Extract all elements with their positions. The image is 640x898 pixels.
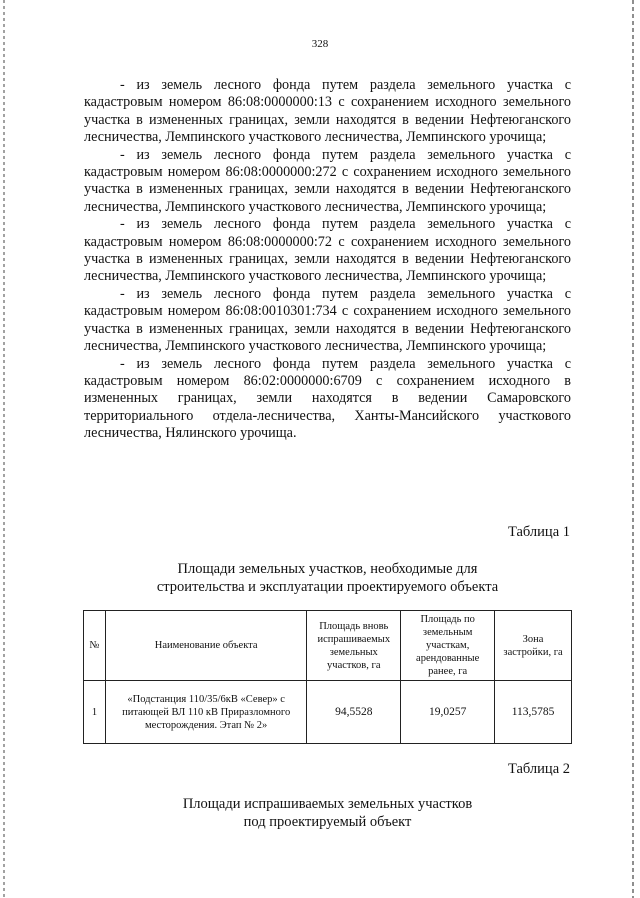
scan-edge-right	[632, 0, 634, 898]
land-area-table	[83, 610, 572, 744]
scan-edge-left	[3, 0, 5, 898]
list-item-paragraph: - из земель лесного фонда путем раздела земельного участка с кадастровым номером 86:02:0000000:6709 с сохранением исходного в измененных границах, земли находятся в ведении Самаровского территориального отдела-лесничества, Ханты-Мансийского участкового лесничества, Нялинского урочища.	[84, 355, 571, 442]
cell-new-area: 94,5528	[307, 681, 401, 744]
header-new-area: Площадь вновь испрашиваемых земельных участков, га	[307, 611, 401, 681]
document-body	[84, 77, 571, 443]
table1-caption: Таблица 1	[507, 524, 570, 540]
header-leased-area: Площадь по земельным участкам, арендованные ранее, га	[401, 611, 495, 681]
page-number: 328	[311, 38, 329, 50]
header-num: №	[84, 611, 106, 681]
list-item-paragraph: - из земель лесного фонда путем раздела земельного участка с кадастровым номером 86:08:0010301:734 с сохранением исходного земельного участка в измененных границах, земли находятся в ведении Нефтеюганского лесничества, Лемпинского участкового лесничества, Лемпинского урочища;	[84, 285, 571, 355]
table1-title-line2: строительства и эксплуатации проектируемого объекта	[156, 579, 499, 595]
list-item-paragraph: - из земель лесного фонда путем раздела земельного участка с кадастровым номером 86:08:0000000:272 с сохранением исходного земельного участка в измененных границах, земли находятся в ведении Нефтеюганского лесничества, Лемпинского участкового лесничества, Лемпинского урочища;	[84, 146, 571, 215]
table2-title	[84, 795, 571, 831]
header-zone: Зона застройки, га	[495, 611, 572, 681]
table-header-row	[84, 611, 572, 681]
table2-title-line1: Площади испрашиваемых земельных участков	[182, 796, 473, 812]
cell-leased-area: 19,0257	[401, 681, 495, 744]
table2-caption: Таблица 2	[507, 761, 570, 777]
list-item-paragraph: - из земель лесного фонда путем раздела земельного участка с кадастровым номером 86:08:0000000:13 с сохранением исходного земельного участка в измененных границах, земли находятся в ведении Нефтеюганского лесничества, Лемпинского участкового лесничества, Лемпинского урочища;	[84, 77, 571, 146]
list-item-paragraph: - из земель лесного фонда путем раздела земельного участка с кадастровым номером 86:08:0000000:72 с сохранением исходного земельного участка в измененных границах, земли находятся в ведении Нефтеюганского лесничества, Лемпинского участкового лесничества, Лемпинского урочища;	[84, 216, 571, 285]
cell-name: «Подстанция 110/35/6кВ «Север» с питающей ВЛ 110 кВ Приразломного месторождения. Этап № 2»	[105, 681, 306, 744]
cell-num: 1	[84, 681, 106, 744]
table1-title-line1: Площади земельных участков, необходимые для	[177, 561, 478, 577]
table2-title-line2: под проектируемый объект	[243, 814, 412, 830]
table1-title	[84, 560, 571, 596]
cell-zone: 113,5785	[495, 681, 572, 744]
header-name: Наименование объекта	[105, 611, 306, 681]
table-row	[84, 681, 572, 744]
